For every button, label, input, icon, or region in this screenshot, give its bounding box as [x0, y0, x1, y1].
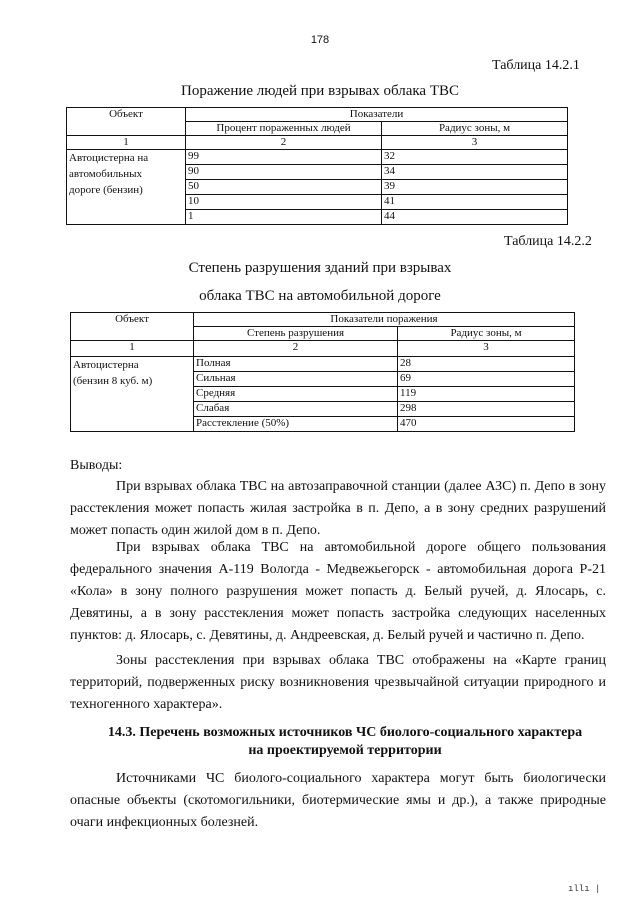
table2-colnum-1: 1 [71, 341, 194, 357]
table2-title-line1: Степень разрушения зданий при взрывах [188, 260, 452, 276]
paragraph-azs: При взрывах облака ТВС на автозаправочной станции (далее АЗС) п. Депо в зону расстекления может попасть жилая застройка в п. Депо, а в зону средних разрушений может попасть один жилой дом в п. Депо. [70, 479, 606, 538]
table1-object-cell [67, 150, 186, 225]
table1-percent-cell: 99 [186, 150, 382, 165]
paragraph-map: Зоны расстекления при взрывах облака ТВС отображены на «Карте границ территорий, подверженных риску возникновения чрезвычайной ситуации природного и техногенного характера». [70, 653, 606, 712]
table1-colnum-1: 1 [67, 136, 186, 150]
table1-object-line: Автоцистерна на [69, 152, 149, 164]
table1-object-line: дороге (бензин) [69, 184, 143, 196]
table2 [70, 312, 575, 432]
table1-colnum-2: 2 [186, 136, 382, 150]
table1-header-object: Объект [67, 108, 186, 136]
table1-percent-cell: 10 [186, 195, 382, 210]
table1-title: Поражение людей при взрывах облака ТВС [181, 83, 459, 99]
conclusions-title: Выводы: [70, 458, 123, 473]
table2-object-cell [71, 357, 194, 432]
paragraph-road: При взрывах облака ТВС на автомобильной дороге общего пользования федерального значения А-119 Вологда - Медвежьегорск - автомобильная дорога Р-21 «Кола» в зону полного разрушения может попасть д. Белый ручей, д. Ялосарь, с. Девятины, а в зону расстекления может попасть застройка следующих населенных пунктов: д. Ялосарь, с. Девятины, д. Андреевская, д. Белый ручей и частично п. Депо. [70, 540, 606, 643]
table2-object-line: (бензин 8 куб. м) [73, 375, 153, 387]
table1-percent-cell: 50 [186, 180, 382, 195]
table2-degree-cell: Слабая [194, 402, 398, 417]
table2-header-degree: Степень разрушения [194, 327, 398, 341]
table1-radius-cell: 39 [382, 180, 568, 195]
section-heading-line: 14.3. Перечень возможных источников ЧС биолого-социального характера [107, 725, 583, 740]
table2-degree-cell: Средняя [194, 387, 398, 402]
table1-radius-cell: 41 [382, 195, 568, 210]
section-heading [70, 724, 620, 760]
table2-label: Таблица 14.2.2 [504, 234, 592, 249]
table2-degree-cell: Полная [194, 357, 398, 372]
table2-header-object: Объект [71, 313, 194, 341]
table2-object-line: Автоцистерна [73, 359, 139, 371]
paragraph-bio-sources: Источниками ЧС биолого-социального характера могут быть биологически опасные объекты (скотомогильники, биотермические ямы и др.), а также природные очаги инфекционных болезней. [70, 771, 606, 830]
table1-header-percent: Процент пораженных людей [186, 122, 382, 136]
table2-radius-cell: 28 [398, 357, 575, 372]
table2-degree-cell: Расстекление (50%) [194, 417, 398, 432]
table1-radius-cell: 44 [382, 210, 568, 225]
table2-degree-cell: Сильная [194, 372, 398, 387]
table2-title-line2: облака ТВС на автомобильной дороге [199, 288, 441, 304]
table1-radius-cell: 34 [382, 165, 568, 180]
table2-radius-cell: 298 [398, 402, 575, 417]
table1-header-indicators: Показатели [186, 108, 568, 122]
table2-header-indicators: Показатели поражения [194, 313, 575, 327]
table1-header-radius: Радиус зоны, м [382, 122, 568, 136]
table1-radius-cell: 32 [382, 150, 568, 165]
table2-colnum-2: 2 [194, 341, 398, 357]
table2-radius-cell: 470 [398, 417, 575, 432]
page-number: 178 [310, 34, 330, 46]
table2-radius-cell: 69 [398, 372, 575, 387]
table2-header-radius: Радиус зоны, м [398, 327, 575, 341]
table1 [66, 107, 568, 225]
table1-object-line: автомобильных [69, 168, 142, 180]
table1-percent-cell: 90 [186, 165, 382, 180]
table2-colnum-3: 3 [398, 341, 575, 357]
table1-colnum-3: 3 [382, 136, 568, 150]
table2-radius-cell: 119 [398, 387, 575, 402]
section-heading-line: на проектируемой территории [248, 743, 442, 758]
footer-scan-mark: ıllı | [568, 884, 601, 894]
table1-label: Таблица 14.2.1 [492, 58, 580, 73]
table1-percent-cell: 1 [186, 210, 382, 225]
